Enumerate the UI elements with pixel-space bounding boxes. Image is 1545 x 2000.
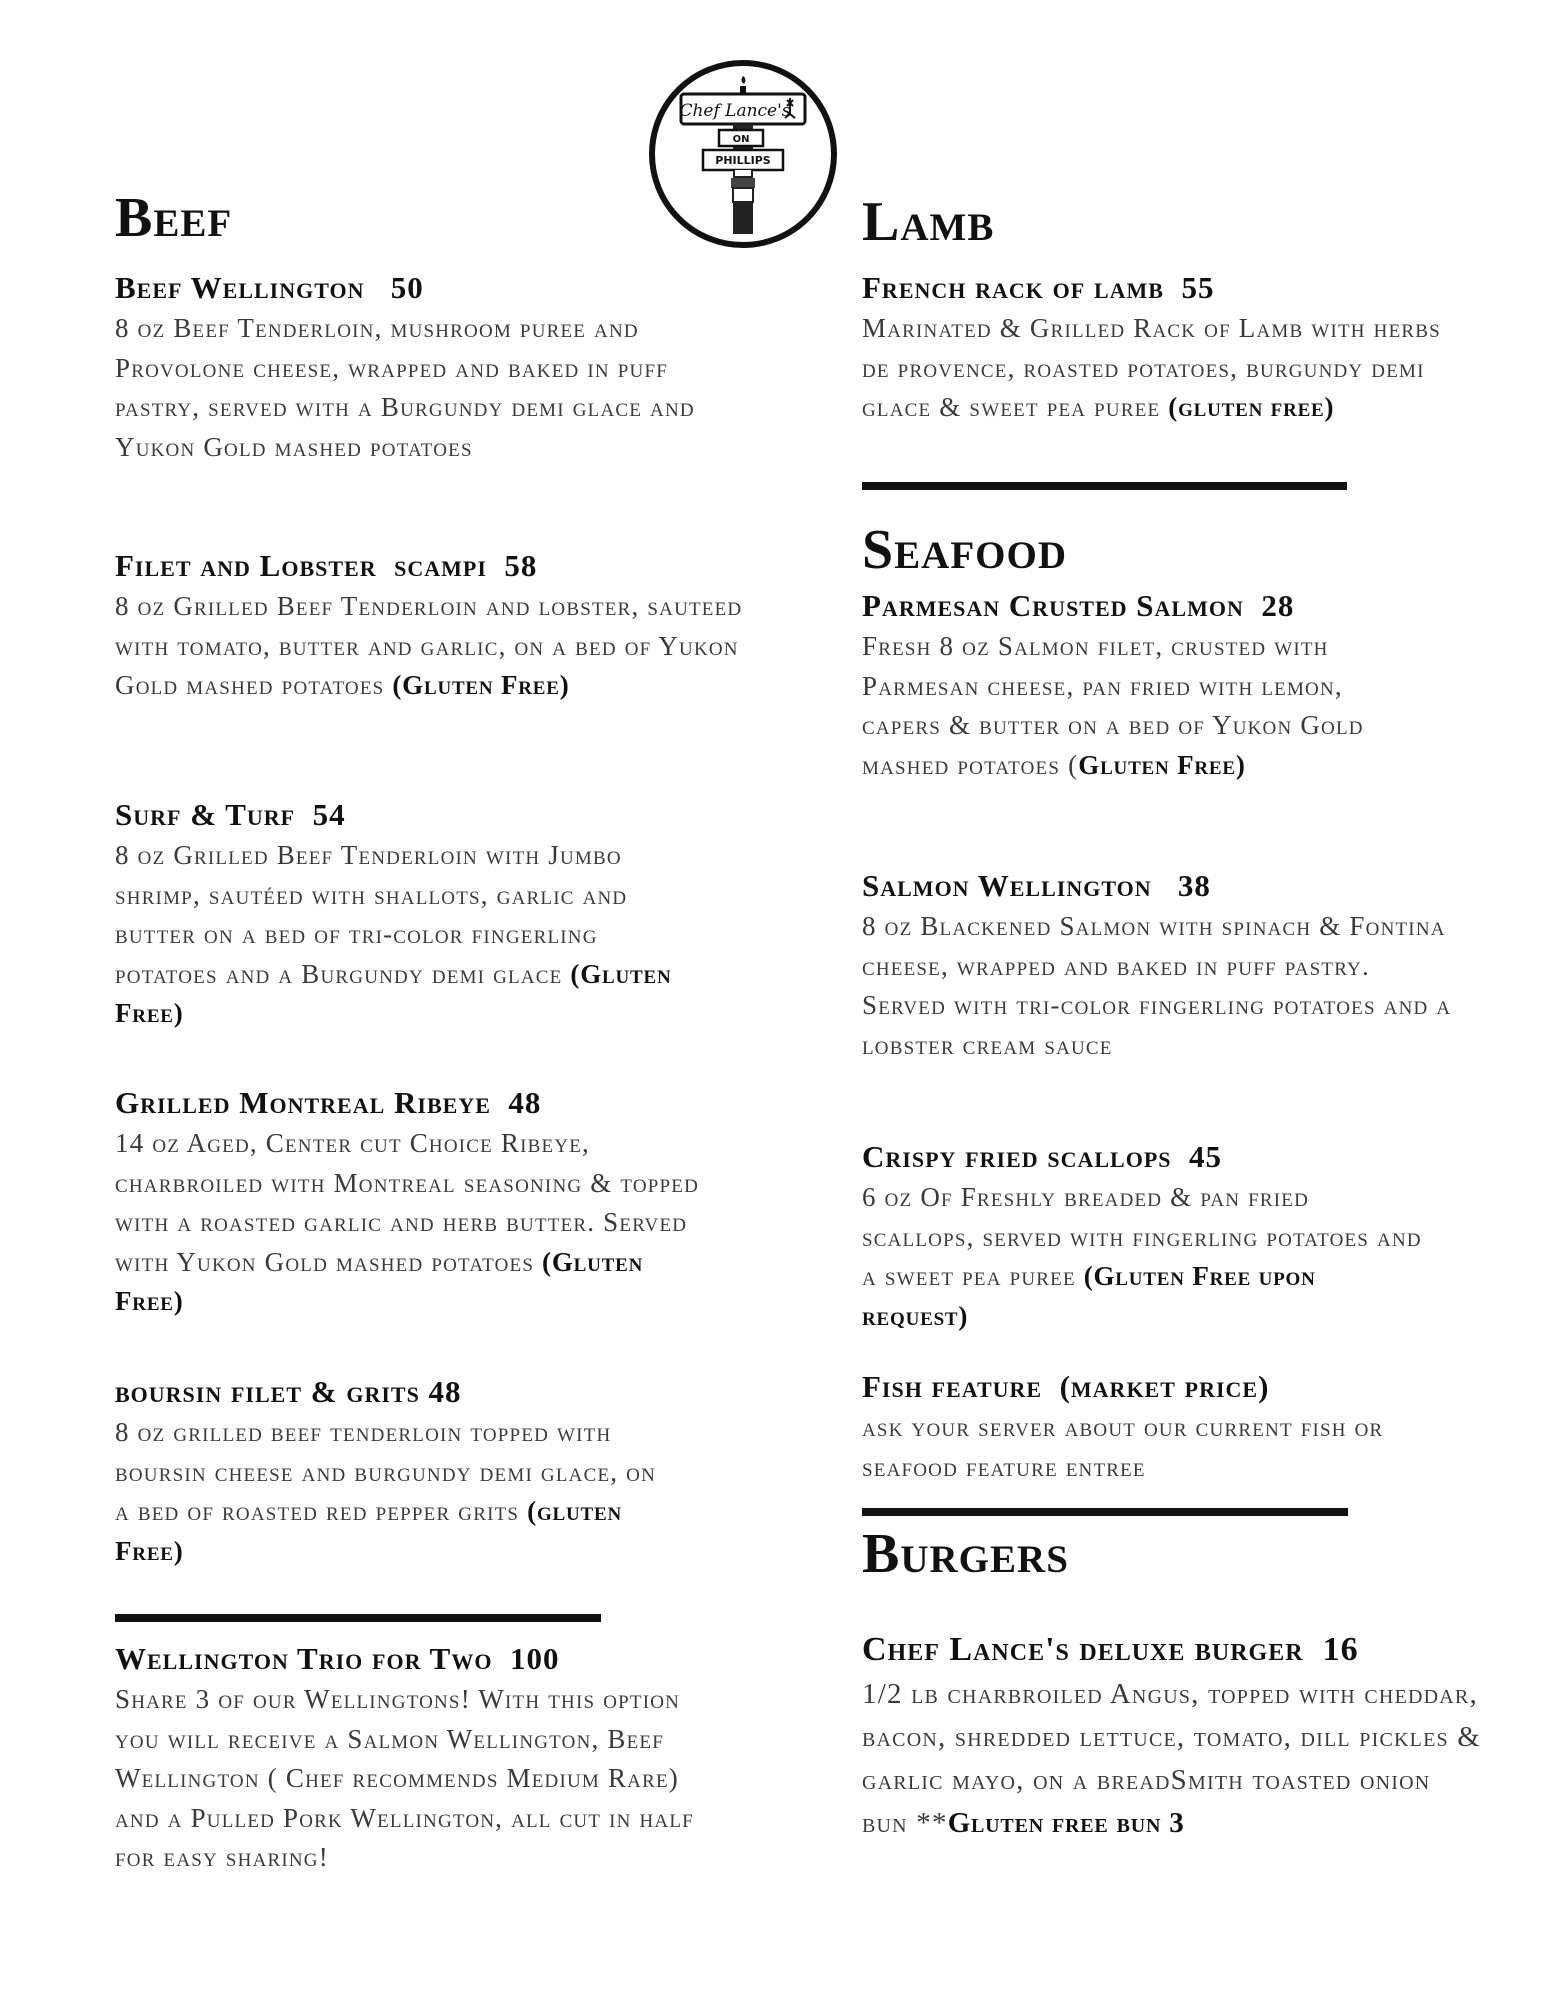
item-title: Wellington Trio for Two 100 [115, 1641, 560, 1676]
section-title-lamb: Lamb [862, 191, 995, 253]
menu-item-wellington-trio [115, 1639, 755, 1878]
item-description: 1/2 lb charbroiled Angus, topped with cheddar, bacon, shredded lettuce, tomato, dill pickles & garlic mayo, on a breadSmith toasted onion bun **Gluten free bun 3 [862, 1678, 1482, 1839]
item-description: 8 oz grilled beef tenderloin topped with boursin cheese and burgundy demi glace, on a bed of roasted red pepper grits (gluten Free) [115, 1417, 656, 1566]
logo-text-chef: Chef Lance's [679, 101, 791, 121]
section-divider [115, 1614, 601, 1622]
gluten-free-tag: (Gluten Free) [115, 1246, 644, 1316]
item-title: Crispy fried scallops 45 [862, 1139, 1222, 1174]
menu-item-crispy-fried-scallops [862, 1137, 1502, 1336]
item-title: Surf & Turf 54 [115, 797, 346, 832]
item-description: 8 oz Grilled Beef Tenderloin with Jumbo shrimp, sautéed with shallots, garlic and butter on a bed of tri-color fingerling potatoes and a Burgundy demi glace (Gluten Free) [115, 840, 672, 1028]
menu-item-fish-feature [862, 1367, 1502, 1487]
menu-item-filet-lobster-scampi [115, 546, 755, 706]
menu-item-parmesan-crusted-salmon [862, 586, 1502, 785]
menu-item-deluxe-burger [862, 1628, 1482, 1845]
item-title: Grilled Montreal Ribeye 48 [115, 1085, 542, 1120]
item-title: Fish feature (market price) [862, 1369, 1270, 1404]
menu-item-french-rack-of-lamb [862, 268, 1502, 428]
section-divider [862, 1508, 1348, 1516]
gluten-free-tag: (Gluten Free upon request) [862, 1261, 1316, 1331]
restaurant-logo [647, 58, 839, 250]
item-title: French rack of lamb 55 [862, 270, 1215, 305]
item-title: Parmesan Crusted Salmon 28 [862, 588, 1295, 623]
menu-item-boursin-filet-grits [115, 1372, 755, 1571]
item-description: 8 oz Beef Tenderloin, mushroom puree and Provolone cheese, wrapped and baked in puff pastry, served with a Burgundy demi glace and Yukon Gold mashed potatoes [115, 313, 695, 462]
gluten-free-tag: (Gluten Free) [115, 958, 672, 1028]
logo-text-on: ON [732, 134, 750, 145]
section-title-beef: Beef [115, 187, 233, 249]
street-sign-logo-icon [679, 76, 805, 234]
gluten-free-tag: Gluten Free) [1078, 749, 1246, 780]
item-description: 14 oz Aged, Center cut Choice Ribeye, charbroiled with Montreal seasoning & topped with a roasted garlic and herb butter. Served with Yukon Gold mashed potatoes (Gluten Free) [115, 1128, 700, 1316]
gluten-free-tag: (gluten free) [1168, 392, 1335, 422]
menu-item-grilled-montreal-ribeye [115, 1083, 755, 1322]
item-description: Share 3 of our Wellingtons! With this option you will receive a Salmon Wellington, Beef Wellington ( Chef recommends Medium Rare) and a Pulled Pork Wellington, all cut in half for easy sharing! [115, 1684, 694, 1872]
menu-item-beef-wellington [115, 268, 755, 467]
gluten-free-tag: (Gluten Free) [392, 670, 570, 700]
item-description: Marinated & Grilled Rack of Lamb with herbs de provence, roasted potatoes, burgundy demi glace & sweet pea puree (gluten free) [862, 313, 1441, 422]
item-description: 6 oz Of Freshly breaded & pan fried scallops, served with fingerling potatoes and a sweet pea puree (Gluten Free upon request) [862, 1182, 1422, 1331]
item-description: ask your server about our current fish or seafood feature entree [862, 1412, 1384, 1482]
item-title: Filet and Lobster scampi 58 [115, 548, 538, 583]
section-title-seafood: Seafood [862, 519, 1067, 581]
item-description: 8 oz Grilled Beef Tenderloin and lobster, sauteed with tomato, butter and garlic, on a bed of Yukon Gold mashed potatoes (Gluten Free) [115, 591, 743, 700]
item-title: Salmon Wellington 38 [862, 868, 1211, 903]
item-title: Beef Wellington 50 [115, 270, 424, 305]
menu-item-salmon-wellington [862, 866, 1502, 1065]
menu-item-surf-turf [115, 795, 755, 1034]
section-title-burgers: Burgers [862, 1523, 1069, 1585]
gluten-free-tag: (gluten Free) [115, 1496, 623, 1566]
section-divider [862, 482, 1347, 490]
gluten-free-tag: Gluten free bun 3 [947, 1807, 1185, 1839]
item-description: 8 oz Blackened Salmon with spinach & Fontina cheese, wrapped and baked in puff pastry. Served with tri-color fingerling potatoes and a lobster cream sauce [862, 911, 1452, 1060]
item-title: Chef Lance's deluxe burger 16 [862, 1631, 1359, 1668]
logo-text-phillips: PHILLIPS [715, 154, 771, 167]
item-title: boursin filet & grits 48 [115, 1374, 462, 1409]
item-description: Fresh 8 oz Salmon filet, crusted with Parmesan cheese, pan fried with lemon, capers & butter on a bed of Yukon Gold mashed potatoes (Gluten Free) [862, 631, 1364, 780]
